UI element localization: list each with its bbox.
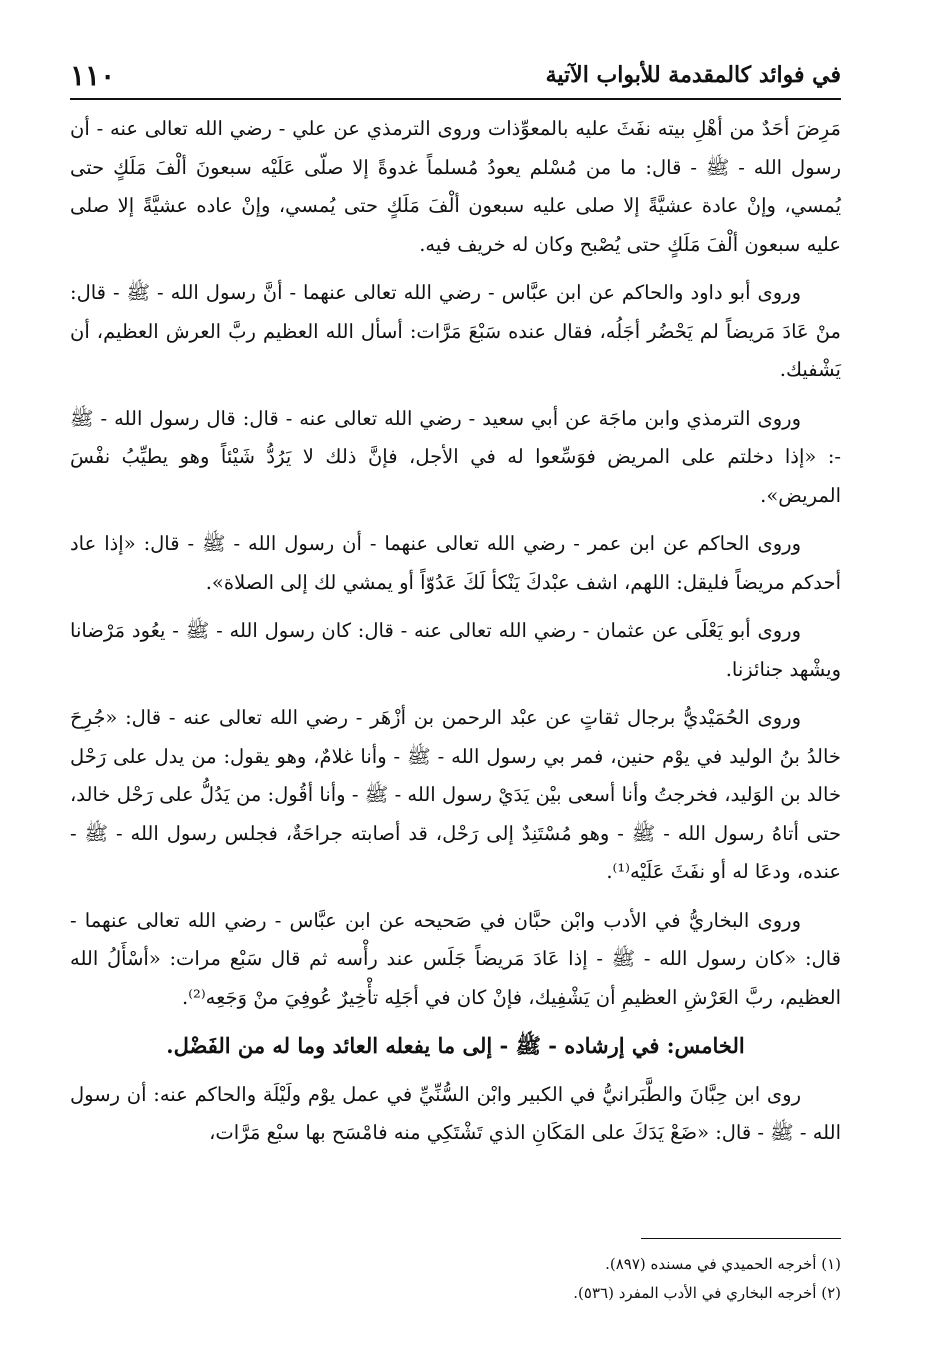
paragraph: وروى الحاكم عن ابن عمر - رضي الله تعالى عنهما - أن رسول الله - ﷺ - قال: «إذا عاد أحدكم مريضاً فليقل: اللهم، اشف عبْدكَ يَنْكأ لَكَ عَدُوّاً أو يمشي لك إلى الصلاة». [70, 532, 841, 594]
paragraph: وروى البخاريُّ في الأدب وابْن حبَّان في صَحيحه عن ابن عبَّاس - رضي الله تعالى عنهما - قال: «كان رسول الله - ﷺ - إذا عَادَ مَريضاً جَلَس عند رأْسه ثم قال سَبْع مرات: «أسْأَلُ الله العظيم، ربَّ العَرْشِ العظيمِ أن يَشْفِيك، فإنْ كان في أجَلِه تأْخِيرٌ عُوفِيَ منْ وَجَعِه⁽²⁾. [70, 908, 841, 1009]
footnote: (١) أخرجه الحميدي في مسنده (٨٩٧). [605, 1255, 841, 1273]
paragraph: وروى الترمذي وابن ماجَة عن أبي سعيد - رضي الله تعالى عنه - قال: قال رسول الله - ﷺ -: «إذا دخلتم على المريض فوَسِّعوا له في الأجل، فإنَّ ذلك لا يَرُدُّ شَيْئاً وهو يطيِّبُ نفْسَ المريض». [70, 406, 841, 507]
section-heading: الخامس: في إرشاده - ﷺ - إلى ما يفعله العائد وما له من الفَضْل. [166, 1033, 745, 1058]
paragraph: روى ابن حِبَّانَ والطَّبَرانيُّ في الكبير وابْن السُّنِّيِّ في عمل يوْم ولَيْلَة والحاكم عنه: أن رسول الله - ﷺ - قال: «ضَعْ يَدَكَ على المَكَانِ الذي تَشْتَكِي منه فامْسَح بها سبْع مَرَّات، [70, 1082, 841, 1144]
footnotes [70, 1250, 841, 1308]
page-number: ١١٠ [70, 58, 116, 92]
paragraph: وروى أبو داود والحاكم عن ابن عبَّاس - رضي الله تعالى عنهما - أنَّ رسول الله - ﷺ - قال: منْ عَادَ مَريضاً لم يَحْضُر أجَلُه، فقال عنده سَبْعَ مَرَّات: أسأل الله العظيم ربَّ العرش العظيم، أن يَشْفيك. [70, 281, 841, 381]
footnote-divider [641, 1238, 841, 1239]
paragraph: مَرِضَ أحَدٌ من أهْلِ بيته نفَثَ عليه بالمعوِّذات وروى الترمذي عن علي - رضي الله تعالى عنه - أن رسول الله - ﷺ - قال: ما من مُسْلم يعودُ مُسلماً غدوةً إلا صلّى عَلَيْه سبعونَ ألْفَ مَلَكٍ حتى يُمسي، وإنْ عادة عشيَّةً إلا صلى عليه سبعون ألْفَ مَلَكٍ حتى يُمسي، وإنْ عاده عشيَّةً إلا صلى عليه سبعون ألْفَ مَلَكٍ حتى يُصْبح وكان له خريف فيه. [70, 117, 841, 256]
paragraph: وروى الحُمَيْديُّ برجال ثقاتٍ عن عبْد الرحمن بن أزْهَر - رضي الله تعالى عنه - قال: «جُرِحَ خالدُ بنُ الوليد في يوْم حنين، فمر بي رسول الله - ﷺ - وأنا غلامٌ، وهو يقول: من يدل على رَحْل خالد بن الوَليد، فخرجتُ وأنا أسعى بيْن يَدَيْ رسول الله - ﷺ - وأنا أقُول: من يَدُلُّ على رَحْل خالد، حتى أتاهُ رسول الله - ﷺ - وهو مُسْتَنِدٌ إلى رَحْل، قد أصابته جراحَةٌ، فجلس رسول الله - ﷺ - عنده، ودعَا له أو نفَثَ عَلَيْه⁽¹⁾. [70, 706, 841, 883]
paragraph: وروى أبو يَعْلَى عن عثمان - رضي الله تعالى عنه - قال: كان رسول الله - ﷺ - يعُود مَرْضانا ويشْهد جنائزنا. [70, 619, 841, 681]
body-text [70, 110, 841, 1163]
page-header [70, 52, 841, 100]
footnote: (٢) أخرجه البخاري في الأدب المفرد (٥٣٦). [573, 1284, 841, 1302]
running-title: في فوائد كالمقدمة للأبواب الآتية [545, 62, 841, 88]
